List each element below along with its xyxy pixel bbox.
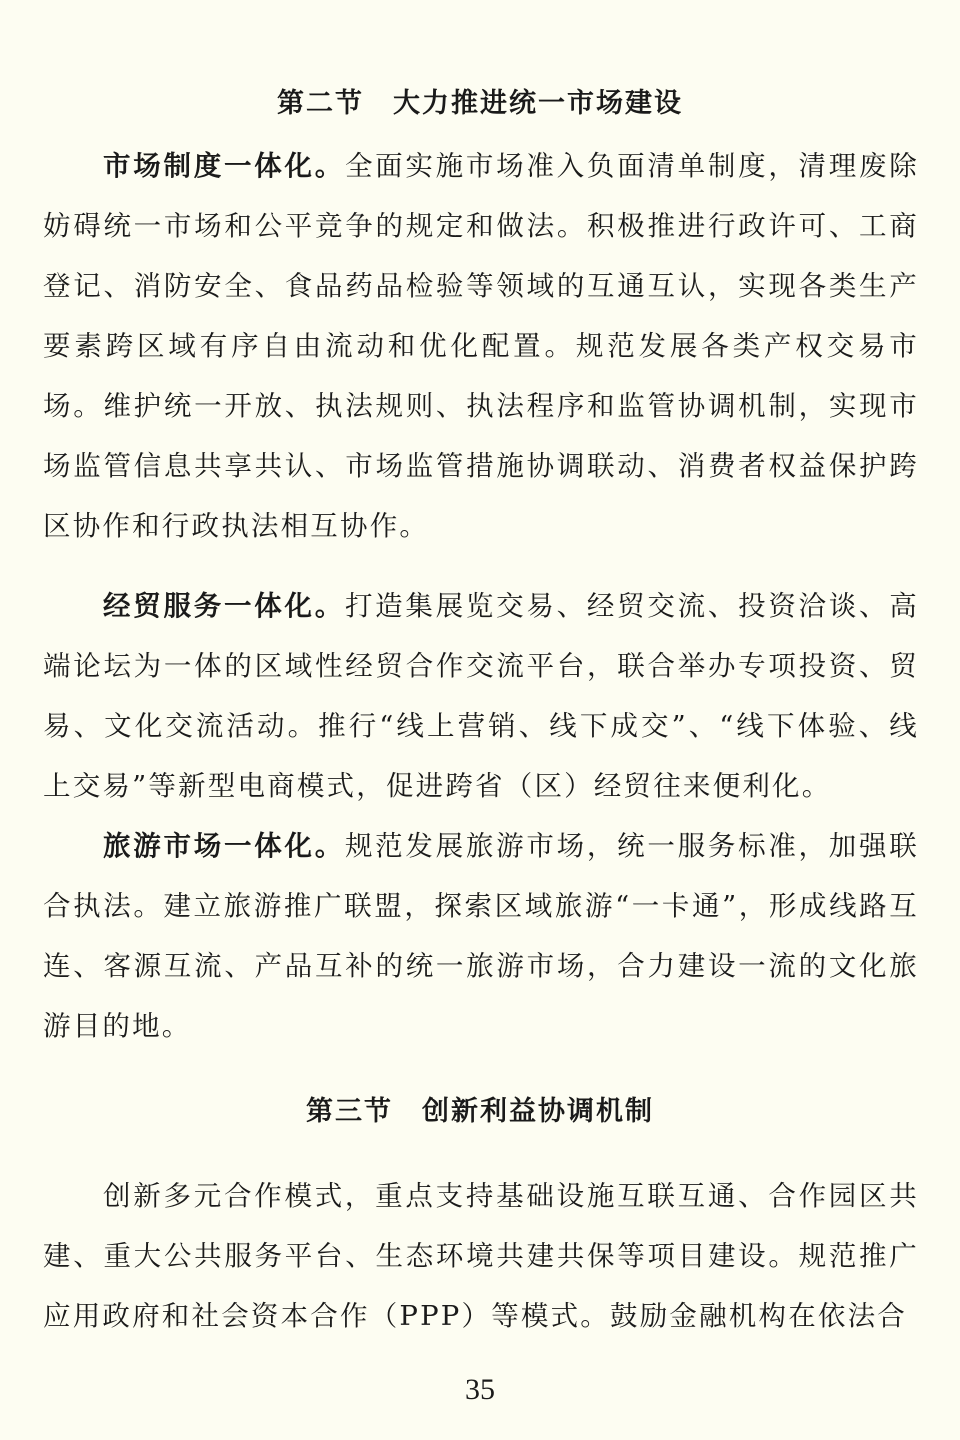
section-title-3: 第三节 创新利益协调机制: [306, 1096, 654, 1127]
section-title-2: 第二节 大力推进统一市场建设: [277, 88, 683, 119]
paragraph-tourism-market: [43, 816, 919, 1056]
paragraph-lead: 经贸服务一体化。: [103, 590, 345, 622]
paragraph-trade-services: [43, 576, 919, 816]
paragraph-cooperation-models: [43, 1166, 919, 1346]
paragraph-body: 规范发展旅游市场，统一服务标准，加强联合执法。建立旅游推广联盟，探索区域旅游“一卡通”，形成线路互连、客源互流、产品互补的统一旅游市场，合力建设一流的文化旅游目的地。: [43, 830, 919, 1042]
page-number: 35: [465, 1373, 495, 1406]
paragraph-lead: 市场制度一体化。: [103, 150, 345, 182]
paragraph-body: 打造集展览交易、经贸交流、投资洽谈、高端论坛为一体的区域性经贸合作交流平台，联合举办专项投资、贸易、文化交流活动。推行“线上营销、线下成交”、“线下体验、线上交易”等新型电商模式，促进跨省（区）经贸往来便利化。: [43, 590, 919, 802]
paragraph-body: 创新多元合作模式，重点支持基础设施互联互通、合作园区共建、重大公共服务平台、生态环境共建共保等项目建设。规范推广应用政府和社会资本合作（PPP）等模式。鼓励金融机构在依法合: [43, 1180, 919, 1332]
paragraph-lead: 旅游市场一体化。: [103, 830, 345, 862]
paragraph-body: 全面实施市场准入负面清单制度，清理废除妨碍统一市场和公平竞争的规定和做法。积极推进行政许可、工商登记、消防安全、食品药品检验等领域的互通互认，实现各类生产要素跨区域有序自由流动和优化配置。规范发展各类产权交易市场。维护统一开放、执法规则、执法程序和监管协调机制，实现市场监管信息共享共认、市场监管措施协调联动、消费者权益保护跨区协作和行政执法相互协作。: [43, 150, 919, 542]
paragraph-market-system: [43, 136, 919, 556]
